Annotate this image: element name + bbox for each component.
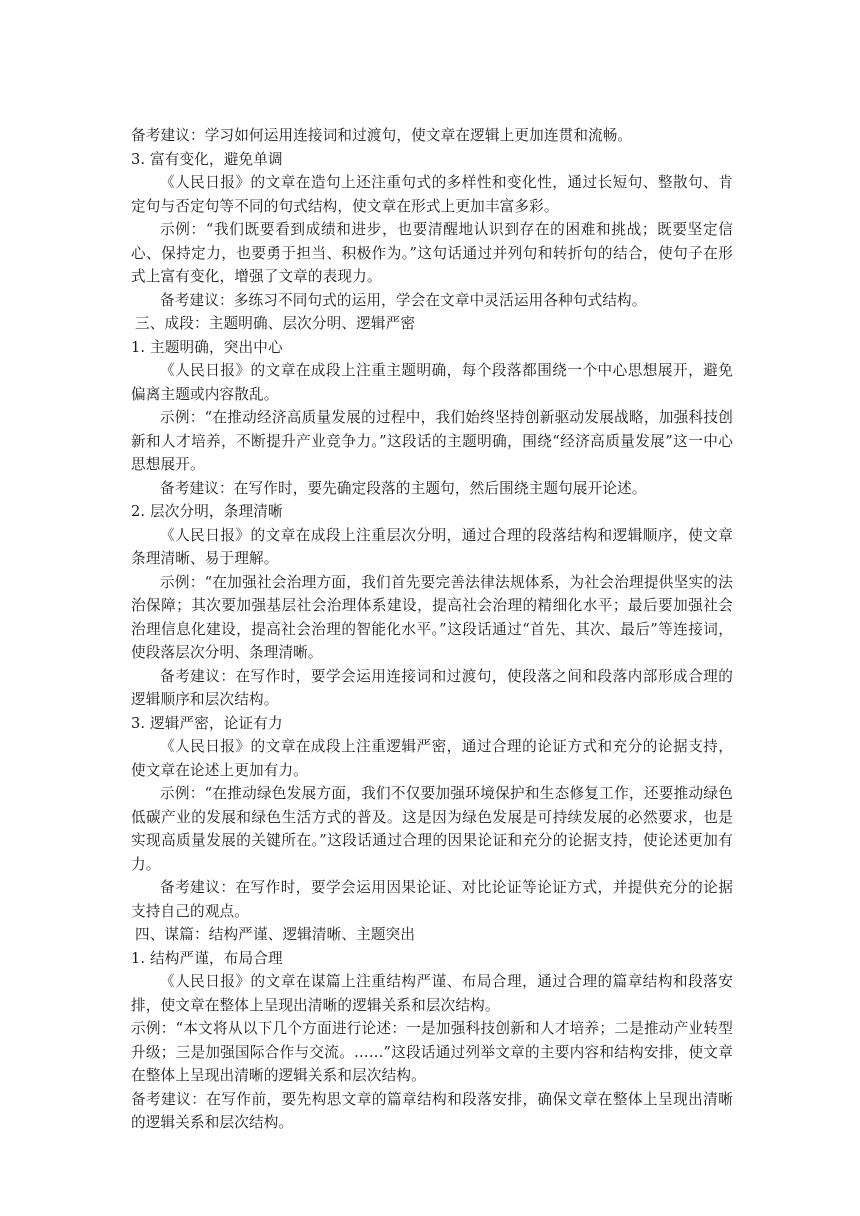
paragraph-example-variety: 示例：“我们既要看到成绩和进步，也要清醒地认识到存在的困难和挑战；既要坚定信心、保持定力，也要勇于担当、积极作为。”这句话通过并列句和转折句的结合，使句子在形式上富有变化，增强了文章的表现力。: [131, 221, 733, 285]
paragraph-prep-advice-structure: 备考建议：在写作前，要先构思文章的篇章结构和段落安排，确保文章在整体上呈现出清晰的逻辑关系和层次结构。: [131, 1090, 733, 1131]
paragraph-example-theme: 示例：“在推动经济高质量发展的过程中，我们始终坚持创新驱动发展战略，加强科技创新和人才培养，不断提升产业竞争力。”这段话的主题明确，围绕“经济高质量发展”这一中心思想展开。: [131, 409, 733, 473]
paragraph-rigorous-structure: 《人民日报》的文章在谋篇上注重结构严谨、布局合理，通过合理的篇章结构和段落安排，使文章在整体上呈现出清晰的逻辑关系和层次结构。: [131, 973, 733, 1014]
paragraph-prep-advice-sentence-forms: 备考建议：多练习不同句式的运用，学会在文章中灵活运用各种句式结构。: [160, 291, 647, 309]
heading-3-rigorous-logic: 3. 逻辑严密，论证有力: [131, 714, 283, 732]
paragraph-prep-advice-connectives: 备考建议：学习如何运用连接词和过渡句，使文章在逻辑上更加连贯和流畅。: [131, 127, 633, 144]
paragraph-example-structure: 示例：“本文将从以下几个方面进行论述：一是加强科技创新和人才培养；二是推动产业转型升级；三是加强国际合作与交流。……”这段话通过列举文章的主要内容和结构安排，使文章在整体上呈现出清晰的逻辑关系和层次结构。: [131, 1020, 733, 1084]
section-heading-paragraphing: 三、成段：主题明确、层次分明、逻辑严密: [135, 315, 416, 332]
paragraph-prep-advice-argument: 备考建议：在写作时，要学会运用因果论证、对比论证等论证方式，并提供充分的论据支持自己的观点。: [131, 879, 733, 920]
heading-3-varied-sentences: 3. 富有变化，避免单调: [131, 150, 283, 168]
paragraph-rigorous-logic: 《人民日报》的文章在成段上注重逻辑严密，通过合理的论证方式和充分的论据支持，使文章在论述上更加有力。: [131, 738, 733, 779]
heading-1-clear-theme: 1. 主题明确，突出中心: [131, 338, 283, 356]
paragraph-clear-layers: 《人民日报》的文章在成段上注重层次分明，通过合理的段落结构和逻辑顺序，使文章条理清晰、易于理解。: [131, 526, 733, 567]
paragraph-example-logic: 示例：“在推动绿色发展方面，我们不仅要加强环境保护和生态修复工作，还要推动绿色低碳产业的发展和绿色生活方式的普及。这是因为绿色发展是可持续发展的必然要求，也是实现高质量发展的关键所在。”这段话通过合理的因果论证和充分的论据支持，使论述更加有力。: [131, 785, 733, 873]
paragraph-prep-advice-layers: 备考建议：在写作时，要学会运用连接词和过渡句，使段落之间和段落内部形成合理的逻辑顺序和层次结构。: [131, 667, 733, 708]
heading-2-clear-layers: 2. 层次分明，条理清晰: [131, 503, 283, 520]
paragraph-prep-advice-topic-sentence: 备考建议：在写作时，要先确定段落的主题句，然后围绕主题句展开论述。: [160, 479, 647, 497]
paragraph-sentence-variety: 《人民日报》的文章在造句上还注重句式的多样性和变化性，通过长短句、整散句、肯定句与否定句等不同的句式结构，使文章在形式上更加丰富多彩。: [131, 174, 733, 215]
paragraph-clear-theme: 《人民日报》的文章在成段上注重主题明确，每个段落都围绕一个中心思想展开，避免偏离主题或内容散乱。: [131, 362, 733, 403]
document-page: [131, 124, 733, 1135]
paragraph-example-layers: 示例：“在加强社会治理方面，我们首先要完善法律法规体系，为社会治理提供坚实的法治保障；其次要加强基层社会治理体系建设，提高社会治理的精细化水平；最后要加强社会治理信息化建设，提高社会治理的智能化水平。”这段话通过“首先、其次、最后”等连接词，使段落层次分明、条理清晰。: [131, 573, 733, 661]
section-heading-composition: 四、谋篇：结构严谨、逻辑清晰、主题突出: [135, 926, 416, 943]
heading-1-rigorous-structure: 1. 结构严谨，布局合理: [131, 949, 283, 967]
